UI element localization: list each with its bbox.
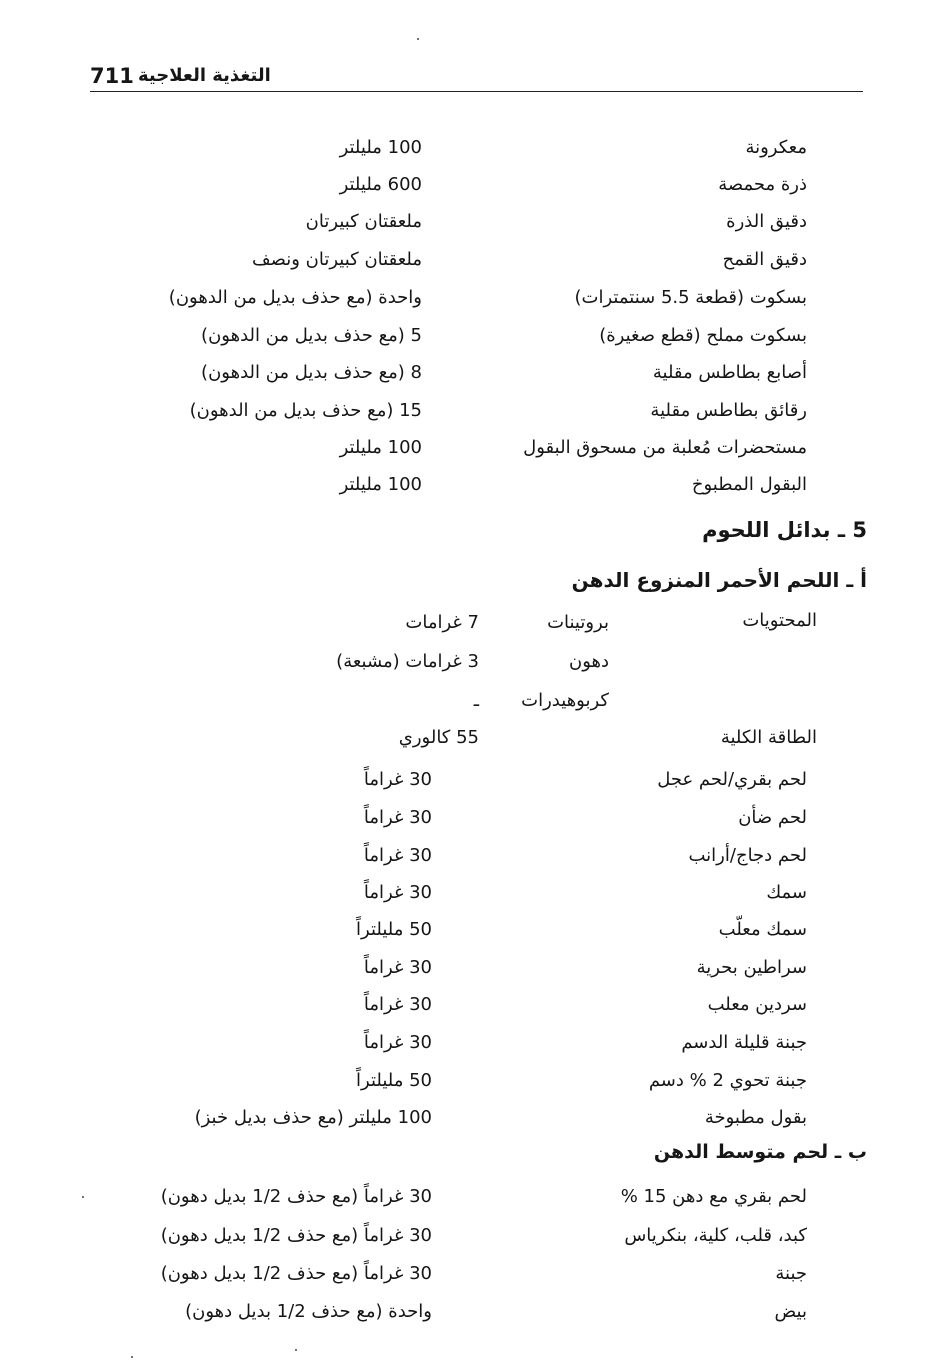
item-amount: 30 غراماً [363, 957, 432, 978]
item-name: أصابع بطاطس مقلية [652, 362, 807, 383]
subsection-heading-b: ب ـ لحم متوسط الدهن [653, 1141, 867, 1163]
list-item [0, 800, 947, 836]
list-item [0, 1294, 947, 1330]
item-name: سراطين بحرية [696, 957, 807, 978]
item-name: البقول المطبوخ [691, 474, 807, 495]
running-title: التغذية العلاجية [138, 65, 271, 86]
nutrient-row [0, 690, 947, 720]
item-amount: 50 مليلتراً [356, 919, 432, 940]
item-amount: 30 غراماً (مع حذف 1/2 بديل دهون) [160, 1225, 432, 1246]
item-name: لحم بقري/لحم عجل [657, 769, 807, 790]
contents-label: المحتويات [742, 610, 817, 631]
page-number: 711 [90, 64, 134, 88]
item-name: سمك [766, 882, 807, 903]
item-amount: 100 مليلتر (مع حذف بديل خبز) [194, 1107, 432, 1128]
header-rule [90, 91, 863, 92]
nutrient-name: كربوهيدرات [521, 690, 609, 711]
item-amount: ملعقتان كبيرتان ونصف [252, 249, 422, 270]
scan-speck [295, 1349, 297, 1351]
nutrient-value: 3 غرامات (مشبعة) [336, 651, 479, 672]
list-item [0, 875, 947, 911]
list-item [0, 318, 947, 354]
item-name: ذرة محمصة [718, 174, 807, 195]
list-item [0, 987, 947, 1023]
item-name: سمك معلّب [718, 919, 807, 940]
item-name: لحم بقري مع دهن 15 % [620, 1186, 807, 1207]
list-item [0, 355, 947, 391]
nutrient-value: 7 غرامات [405, 612, 479, 633]
list-item [0, 242, 947, 278]
item-name: جبنة [775, 1263, 807, 1284]
list-item [0, 1256, 947, 1292]
item-name: سردين معلب [707, 994, 807, 1015]
item-name: دقيق القمح [722, 249, 807, 270]
list-item [0, 762, 947, 798]
item-name: مستحضرات مُعلبة من مسحوق البقول [523, 437, 807, 458]
list-item [0, 838, 947, 874]
item-name: كبد، قلب، كلية، بنكرياس [624, 1225, 807, 1246]
item-amount: 30 غراماً [363, 882, 432, 903]
item-amount: 30 غراماً (مع حذف 1/2 بديل دهون) [160, 1263, 432, 1284]
list-item [0, 1063, 947, 1099]
item-name: دقيق الذرة [726, 211, 807, 232]
item-amount: 8 (مع حذف بديل من الدهون) [201, 362, 422, 383]
item-amount: واحدة (مع حذف بديل من الدهون) [168, 287, 422, 308]
list-item [0, 167, 947, 203]
item-name: رقائق بطاطس مقلية [650, 400, 807, 421]
item-name: جبنة قليلة الدسم [681, 1032, 807, 1053]
item-amount: 30 غراماً (مع حذف 1/2 بديل دهون) [160, 1186, 432, 1207]
item-name: جبنة تحوي 2 % دسم [648, 1070, 807, 1091]
item-amount: 100 مليلتر [339, 437, 422, 458]
list-item [0, 430, 947, 466]
item-amount: واحدة (مع حذف 1/2 بديل دهون) [185, 1301, 432, 1322]
list-item [0, 280, 947, 316]
item-amount: 50 مليلتراً [356, 1070, 432, 1091]
item-name: لحم دجاج/أرانب [688, 845, 807, 866]
nutrient-name: دهون [568, 651, 609, 672]
energy-label: الطاقة الكلية [720, 727, 817, 748]
section-heading: 5 ـ بدائل اللحوم [702, 518, 867, 542]
list-item [0, 1025, 947, 1061]
subsection-heading-a: أ ـ اللحم الأحمر المنزوع الدهن [571, 568, 867, 592]
item-name: لحم ضأن [738, 807, 807, 828]
item-amount: 30 غراماً [363, 769, 432, 790]
item-amount: 100 مليلتر [339, 137, 422, 158]
item-amount: ملعقتان كبيرتان [305, 211, 422, 232]
item-amount: 100 مليلتر [339, 474, 422, 495]
nutrient-row [0, 612, 947, 642]
item-name: بيض [774, 1301, 807, 1322]
list-item [0, 1179, 947, 1215]
item-amount: 30 غراماً [363, 807, 432, 828]
scan-speck [131, 1356, 133, 1358]
item-amount: 30 غراماً [363, 994, 432, 1015]
item-name: بقول مطبوخة [704, 1107, 807, 1128]
list-item [0, 467, 947, 503]
item-name: معكرونة [745, 137, 807, 158]
item-amount: 600 مليلتر [339, 174, 422, 195]
scan-speck [82, 1196, 84, 1198]
list-item [0, 1218, 947, 1254]
item-amount: 5 (مع حذف بديل من الدهون) [201, 325, 422, 346]
list-item [0, 912, 947, 948]
item-name: بسكوت (قطعة 5.5 سنتمترات) [574, 287, 807, 308]
list-item [0, 393, 947, 429]
item-amount: 30 غراماً [363, 1032, 432, 1053]
scan-speck [417, 38, 419, 40]
list-item [0, 1100, 947, 1136]
list-item [0, 130, 947, 166]
nutrient-name: بروتينات [547, 612, 609, 633]
item-amount: 15 (مع حذف بديل من الدهون) [189, 400, 422, 421]
nutrient-value: ـ [473, 690, 479, 711]
nutrient-row [0, 651, 947, 681]
item-name: بسكوت مملح (قطع صغيرة) [599, 325, 807, 346]
list-item [0, 204, 947, 240]
page-header [90, 62, 863, 92]
list-item [0, 950, 947, 986]
energy-value: 55 كالوري [398, 727, 479, 748]
item-amount: 30 غراماً [363, 845, 432, 866]
